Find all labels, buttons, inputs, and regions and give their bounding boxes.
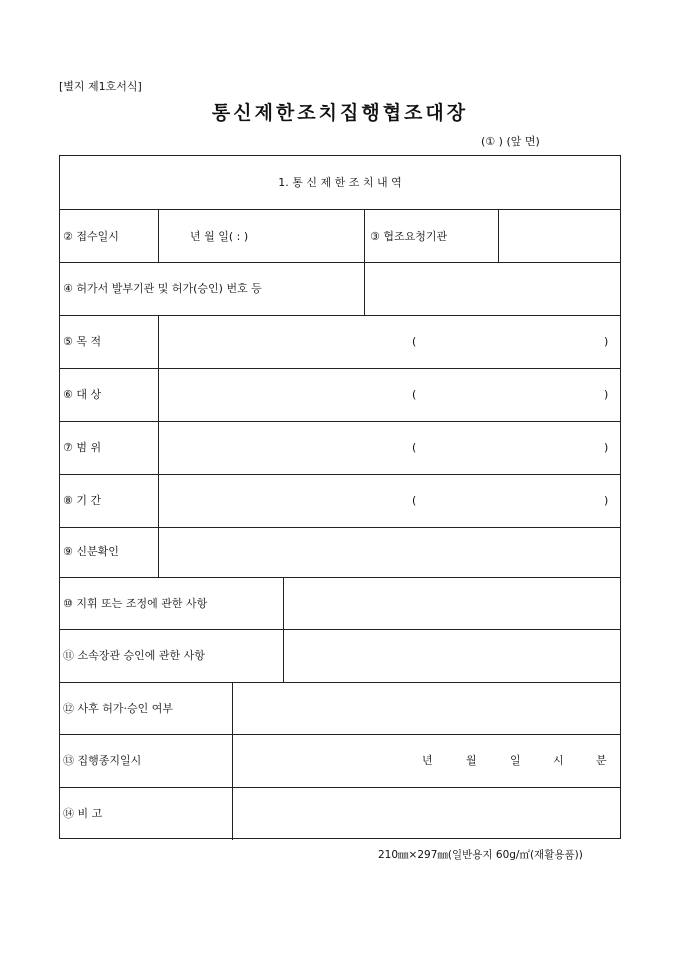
requesting-agency-field[interactable]	[500, 211, 620, 261]
requesting-agency-label: ③ 협조요청기관	[370, 230, 448, 243]
scope-close-paren: )	[604, 441, 609, 454]
end-hour-unit: 시	[553, 754, 564, 767]
permit-issuer-field[interactable]	[366, 264, 620, 314]
section-heading: 1. 통 신 제 한 조 치 내 역	[278, 176, 402, 189]
period-open-paren: (	[412, 494, 417, 507]
end-day-unit: 일	[510, 754, 521, 767]
receipt-datetime-label: ② 접수일시	[63, 230, 119, 243]
paper-spec-note: 210㎜×297㎜(일반용지 60g/㎡(재활용품))	[378, 849, 583, 861]
page-side-marker: (① ) (앞 면)	[481, 135, 540, 148]
target-label: ⑥ 대 상	[63, 388, 102, 401]
target-close-paren: )	[604, 388, 609, 401]
scope-open-paren: (	[412, 441, 417, 454]
receipt-datetime-template: 년 월 일( : )	[190, 230, 249, 243]
purpose-open-paren: (	[412, 335, 417, 348]
target-open-paren: (	[412, 388, 417, 401]
post-approval-label: ⑫ 사후 허가·승인 여부	[63, 702, 173, 715]
form-number-label: [별지 제1호서식]	[59, 80, 142, 93]
instruction-label: ⑩ 지휘 또는 조정에 관한 사항	[63, 597, 208, 610]
purpose-close-paren: )	[604, 335, 609, 348]
scope-label: ⑦ 범 위	[63, 441, 102, 454]
period-label: ⑧ 기 간	[63, 494, 102, 507]
purpose-label: ⑤ 목 적	[63, 335, 102, 348]
end-year-unit: 년	[422, 754, 433, 767]
form-title: 통신제한조치집행협조대장	[211, 102, 469, 124]
execution-end-label: ⑬ 집행종지일시	[63, 754, 142, 767]
permit-issuer-label: ④ 허가서 발부기관 및 허가(승인) 번호 등	[63, 282, 262, 295]
identity-check-label: ⑨ 신분확인	[63, 545, 119, 558]
period-close-paren: )	[604, 494, 609, 507]
minister-approval-label: ⑪ 소속장관 승인에 관한 사항	[63, 649, 205, 662]
end-month-unit: 월	[466, 754, 477, 767]
remarks-label: ⑭ 비 고	[63, 807, 103, 820]
register-form-table	[59, 155, 621, 839]
end-minute-unit: 분	[596, 754, 607, 767]
